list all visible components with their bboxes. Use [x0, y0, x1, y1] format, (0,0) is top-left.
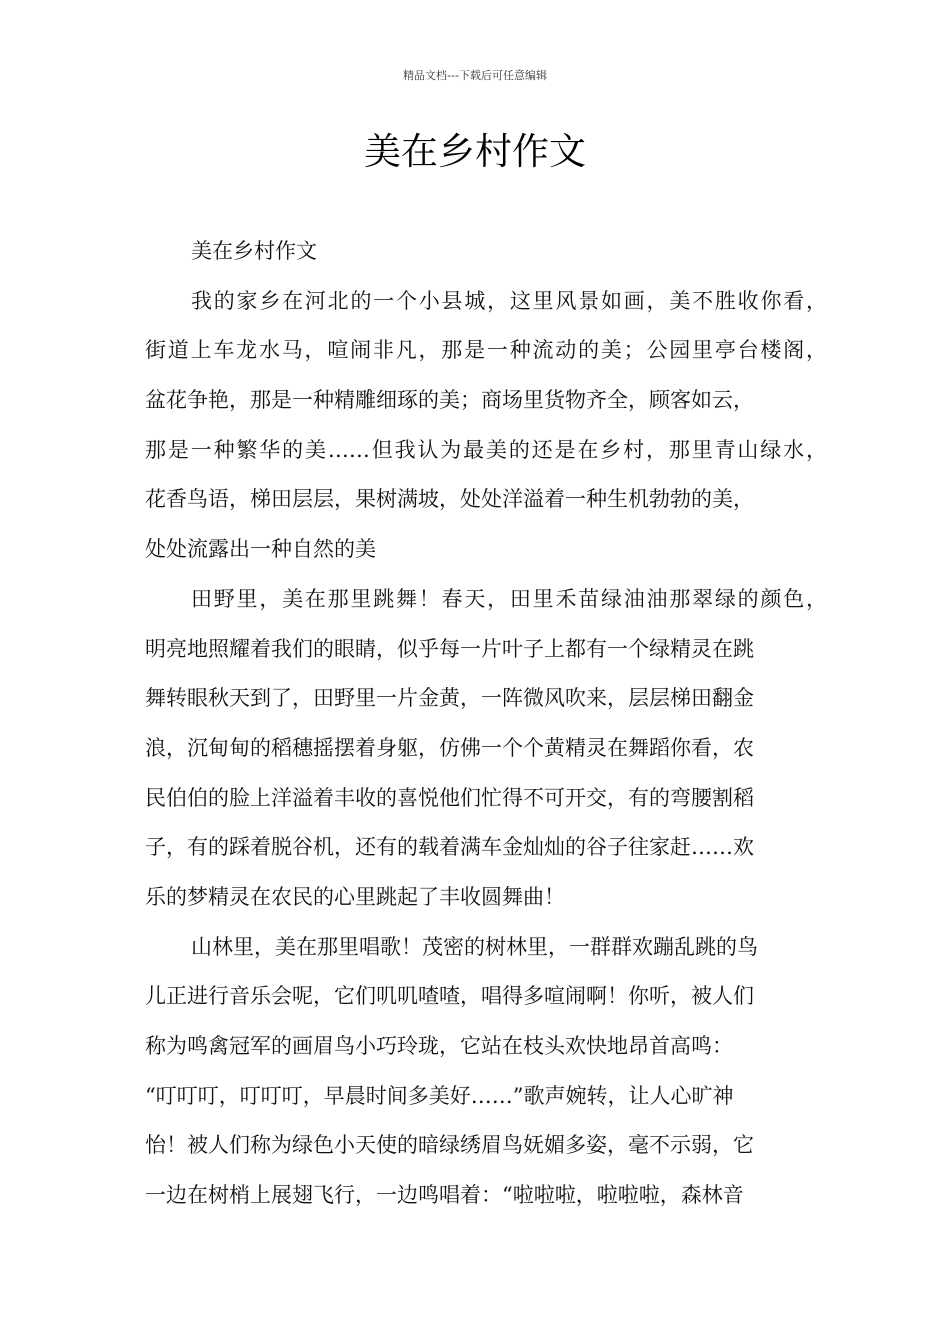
body-line: 明亮地照耀着我们的眼睛，似乎每一片叶子上都有一个绿精灵在跳 — [145, 636, 754, 661]
body-line: 浪，沉甸甸的稻穗摇摆着身躯，仿佛一个个黄精灵在舞蹈你看，农 — [145, 735, 754, 760]
body-line: 处处流露出一种自然的美 — [145, 537, 376, 562]
body-line: 我的家乡在河北的一个小县城，这里风景如画，美不胜收你看， — [191, 288, 827, 313]
body-line: 怡！被人们称为绿色小天使的暗绿绣眉鸟妩媚多姿，毫不示弱，它 — [145, 1133, 754, 1158]
document-body — [145, 232, 827, 1226]
document-title: 美在乡村作文 — [364, 130, 586, 173]
body-line: 盆花争艳，那是一种精雕细琢的美；商场里货物齐全，顾客如云， — [145, 388, 754, 413]
page-header: 精品文档---下载后可任意编辑 — [403, 69, 547, 82]
body-line: 乐的梦精灵在农民的心里跳起了丰收圆舞曲！ — [145, 884, 565, 909]
body-line: 花香鸟语，梯田层层，果树满坡，处处洋溢着一种生机勃勃的美， — [145, 487, 754, 512]
body-line: 那是一种繁华的美……但我认为最美的还是在乡村，那里青山绿水， — [145, 437, 827, 462]
body-line: 子，有的踩着脱谷机，还有的载着满车金灿灿的谷子往家赶……欢 — [145, 835, 754, 860]
body-line: 民伯伯的脸上洋溢着丰收的喜悦他们忙得不可开交，有的弯腰割稻 — [145, 785, 754, 810]
body-line: 山林里，美在那里唱歌！茂密的树林里，一群群欢蹦乱跳的鸟 — [191, 934, 758, 959]
body-line: 美在乡村作文 — [191, 239, 317, 263]
body-line: 称为鸣禽冠军的画眉鸟小巧玲珑，它站在枝头欢快地昂首高鸣： — [145, 1034, 733, 1058]
body-line: 一边在树梢上展翅飞行，一边鸣唱着：“啦啦啦，啦啦啦，森林音 — [145, 1183, 744, 1208]
body-line: 儿正进行音乐会呢，它们叽叽喳喳，唱得多喧闹啊！你听，被人们 — [145, 984, 754, 1009]
body-line: 舞转眼秋天到了，田野里一片金黄，一阵微风吹来，层层梯田翻金 — [145, 686, 754, 711]
body-line: 街道上车龙水马，喧闹非凡，那是一种流动的美；公园里亭台楼阁， — [145, 338, 827, 363]
body-line: 田野里，美在那里跳舞！春天，田里禾苗绿油油那翠绿的颜色， — [191, 586, 827, 611]
body-line: “叮叮叮，叮叮叮，早晨时间多美好……”歌声婉转，让人心旷神 — [145, 1083, 734, 1108]
